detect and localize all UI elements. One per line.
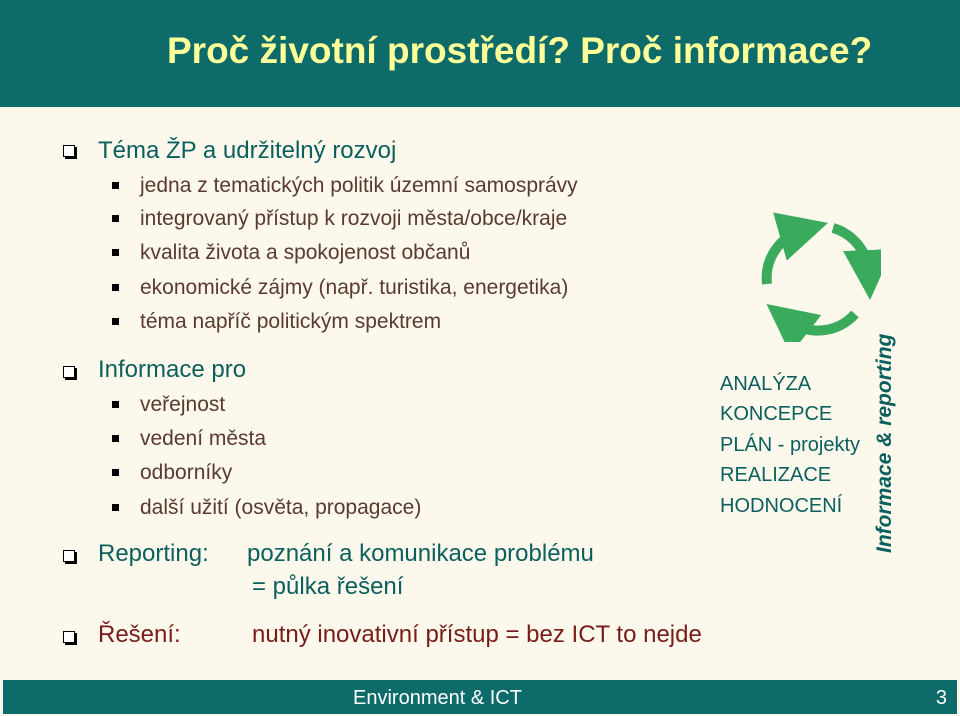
section1-item: jedna z tematických politik územní samosprávy bbox=[140, 174, 578, 197]
section2-item: další užití (osvěta, propagace) bbox=[140, 496, 422, 519]
checkbox-bullet-icon bbox=[63, 631, 75, 643]
section1-item: kvalita života a spokojenost občanů bbox=[140, 241, 471, 264]
reporting-text-line1: poznání a komunikace problému bbox=[247, 540, 594, 567]
solution-label: Řešení: bbox=[98, 621, 181, 648]
page-number: 3 bbox=[935, 687, 947, 709]
cycle-step: ANALÝZA bbox=[720, 373, 812, 395]
recycle-cycle-icon bbox=[755, 212, 881, 342]
section1-item: ekonomické zájmy (např. turistika, energetika) bbox=[140, 276, 569, 299]
cycle-step: REALIZACE bbox=[720, 464, 832, 486]
square-bullet-icon bbox=[112, 215, 119, 222]
section2-item: veřejnost bbox=[140, 393, 226, 416]
solution-text: nutný inovativní přístup = bez ICT to nejde bbox=[252, 621, 702, 648]
square-bullet-icon bbox=[112, 249, 119, 256]
square-bullet-icon bbox=[112, 504, 119, 511]
footer-label: Environment & ICT bbox=[353, 687, 522, 709]
slide-footer bbox=[3, 680, 957, 714]
square-bullet-icon bbox=[112, 435, 119, 442]
square-bullet-icon bbox=[112, 182, 119, 189]
section1-heading: Téma ŽP a udržitelný rozvoj bbox=[98, 137, 397, 164]
reporting-text-line2: = půlka řešení bbox=[252, 573, 404, 600]
side-label: Informace & reporting bbox=[873, 333, 896, 553]
reporting-label: Reporting: bbox=[98, 540, 209, 567]
section2-item: odborníky bbox=[140, 461, 233, 484]
section1-item: integrovaný přístup k rozvoji města/obce/kraje bbox=[140, 207, 568, 230]
square-bullet-icon bbox=[112, 318, 119, 325]
square-bullet-icon bbox=[112, 401, 119, 408]
checkbox-bullet-icon bbox=[63, 550, 75, 562]
slide-title: Proč životní prostředí? Proč informace? bbox=[167, 30, 873, 71]
square-bullet-icon bbox=[112, 284, 119, 291]
cycle-step: HODNOCENÍ bbox=[720, 495, 843, 517]
section2-item: vedení města bbox=[140, 427, 267, 450]
cycle-step: PLÁN - projekty bbox=[720, 434, 861, 456]
section2-heading: Informace pro bbox=[98, 356, 247, 383]
checkbox-bullet-icon bbox=[63, 366, 75, 378]
cycle-step: KONCEPCE bbox=[720, 403, 833, 425]
section1-item: téma napříč politickým spektrem bbox=[140, 310, 442, 333]
checkbox-bullet-icon bbox=[63, 145, 75, 157]
square-bullet-icon bbox=[112, 469, 119, 476]
